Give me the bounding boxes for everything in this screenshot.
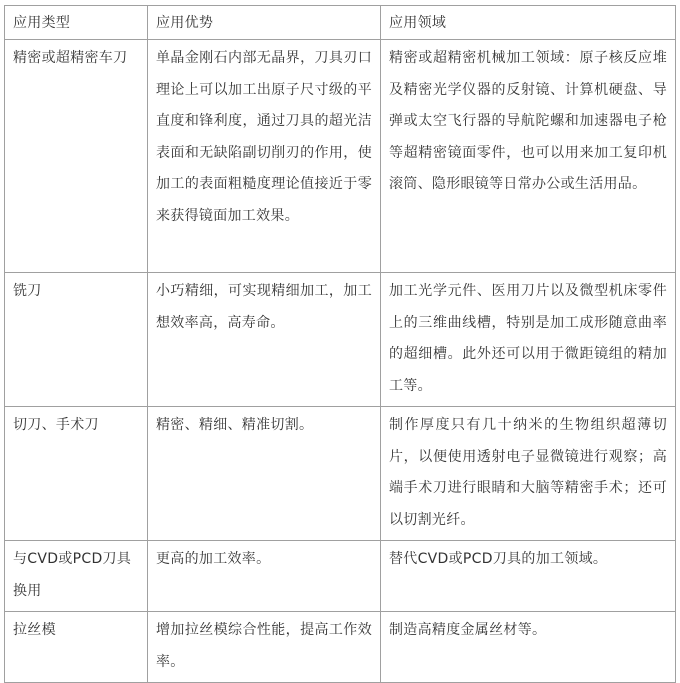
cell-advantage: 增加拉丝模综合性能，提高工作效率。 <box>148 612 381 683</box>
application-table <box>4 5 676 683</box>
table-row <box>5 407 676 541</box>
header-type: 应用类型 <box>5 6 148 40</box>
cell-field: 加工光学元件、医用刀片以及微型机床零件上的三维曲线槽，特别是加工成形随意曲率的超细槽。此外还可以用于微距镜组的精加工等。 <box>381 273 676 407</box>
table-row <box>5 612 676 683</box>
cell-advantage: 精密、精细、精准切割。 <box>148 407 381 541</box>
cell-type: 与CVD或PCD刀具换用 <box>5 541 148 612</box>
header-field: 应用领域 <box>381 6 676 40</box>
cell-field: 精密或超精密机械加工领域：原子核反应堆及精密光学仪器的反射镜、计算机硬盘、导弹或太空飞行器的导航陀螺和加速器电子枪等超精密镜面零件，也可以用来加工复印机滚筒、隐形眼镜等日常办公或生活用品。 <box>381 40 676 273</box>
cell-type: 精密或超精密车刀 <box>5 40 148 273</box>
table-row <box>5 40 676 273</box>
cell-field: 替代CVD或PCD刀具的加工领域。 <box>381 541 676 612</box>
cell-advantage: 单晶金刚石内部无晶界，刀具刃口理论上可以加工出原子尺寸级的平直度和锋利度，通过刀具的超光洁表面和无缺陷副切削刃的作用，使加工的表面粗糙度理论值接近于零来获得镜面加工效果。 <box>148 40 381 273</box>
cell-advantage: 更高的加工效率。 <box>148 541 381 612</box>
cell-advantage: 小巧精细，可实现精细加工，加工想效率高，高寿命。 <box>148 273 381 407</box>
table-row <box>5 273 676 407</box>
table-row <box>5 541 676 612</box>
cell-type: 拉丝模 <box>5 612 148 683</box>
header-row <box>5 6 676 40</box>
cell-type: 切刀、手术刀 <box>5 407 148 541</box>
cell-field: 制作厚度只有几十纳米的生物组织超薄切片，以便使用透射电子显微镜进行观察；高端手术刀进行眼睛和大脑等精密手术；还可以切割光纤。 <box>381 407 676 541</box>
header-advantage: 应用优势 <box>148 6 381 40</box>
cell-type: 铣刀 <box>5 273 148 407</box>
cell-field: 制造高精度金属丝材等。 <box>381 612 676 683</box>
